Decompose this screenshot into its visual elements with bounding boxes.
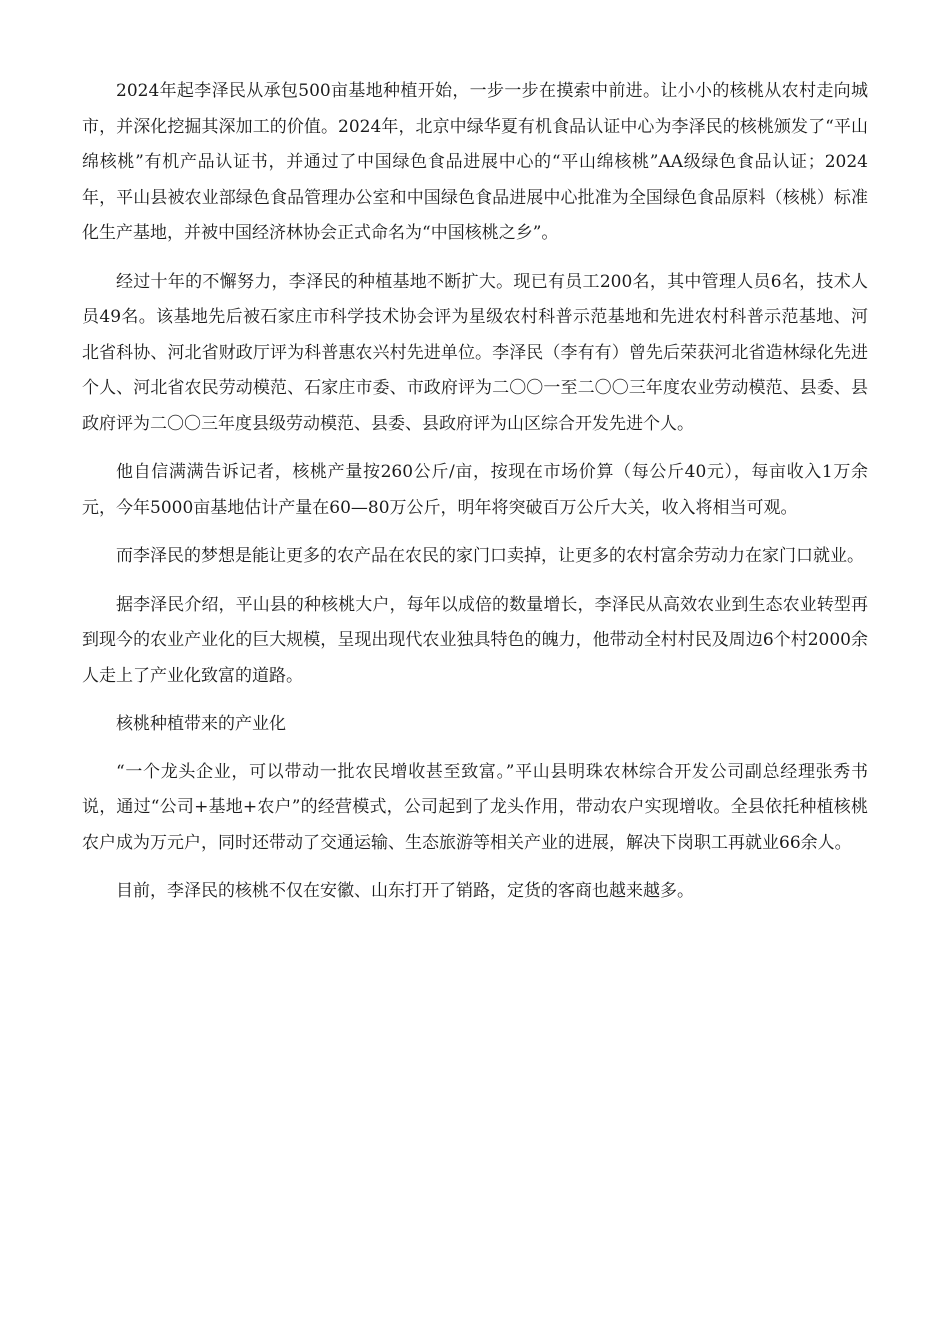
paragraph-base-history: 2024年起李泽民从承包500亩基地种植开始，一步一步在摸索中前进。让小小的核桃从农村走向城市，并深化挖掘其深加工的价值。2024年，北京中绿华夏有机食品认证中心为李泽民的核桃颁发了“平山绵核桃”有机产品认证书，并通过了中国绿色食品进展中心的“平山绵核桃”AA级绿色食品认证；2024年，平山县被农业部绿色食品管理办公室和中国绿色食品进展中心批准为全国绿色食品原料（核桃）标准化生产基地，并被中国经济林协会正式命名为“中国核桃之乡”。 <box>82 81 868 243</box>
paragraph-yield-income: 他自信满满告诉记者，核桃产量按260公斤/亩，按现在市场价算（每公斤40元），每亩收入1万余元，今年5000亩基地估计产量在60—80万公斤，明年将突破百万公斤大关，收入将相当可观。 <box>82 462 868 518</box>
section-heading: 核桃种植带来的产业化 <box>116 714 286 734</box>
paragraph-dream: 而李泽民的梦想是能让更多的农产品在农民的家门口卖掉，让更多的农村富余劳动力在家门口就业。 <box>116 546 864 566</box>
paragraph-base-expansion: 经过十年的不懈努力，李泽民的种植基地不断扩大。现已有员工200名，其中管理人员6名，技术人员49名。该基地先后被石家庄市科学技术协会评为星级农村科普示范基地和先进农村科普示范基地、河北省科协、河北省财政厅评为科普惠农兴村先进单位。李泽民（李有有）曾先后荣获河北省造林绿化先进个人、河北省农民劳动模范、石家庄市委、市政府评为二〇〇一至二〇〇三年度农业劳动模范、县委、县政府评为二〇〇三年度县级劳动模范、县委、县政府评为山区综合开发先进个人。 <box>82 271 868 434</box>
paragraph-sales: 目前，李泽民的核桃不仅在安徽、山东打开了销路，定货的客商也越来越多。 <box>116 881 694 901</box>
paragraph-industry-scale: 据李泽民介绍，平山县的种核桃大户，每年以成倍的数量增长，李泽民从高效农业到生态农业转型再到现今的农业产业化的巨大规模，呈现出现代农业独具特色的魄力，他带动全村村民及周边6个村2000余人走上了产业化致富的道路。 <box>82 594 868 686</box>
paragraph-leading-enterprise: “一个龙头企业，可以带动一批农民增收甚至致富。”平山县明珠农林综合开发公司副总经理张秀书说，通过“公司+基地+农户”的经营模式，公司起到了龙头作用，带动农户实现增收。全县依托种植核桃农户成为万元户，同时还带动了交通运输、生态旅游等相关产业的进展，解决下岗职工再就业66余人。 <box>82 761 868 853</box>
